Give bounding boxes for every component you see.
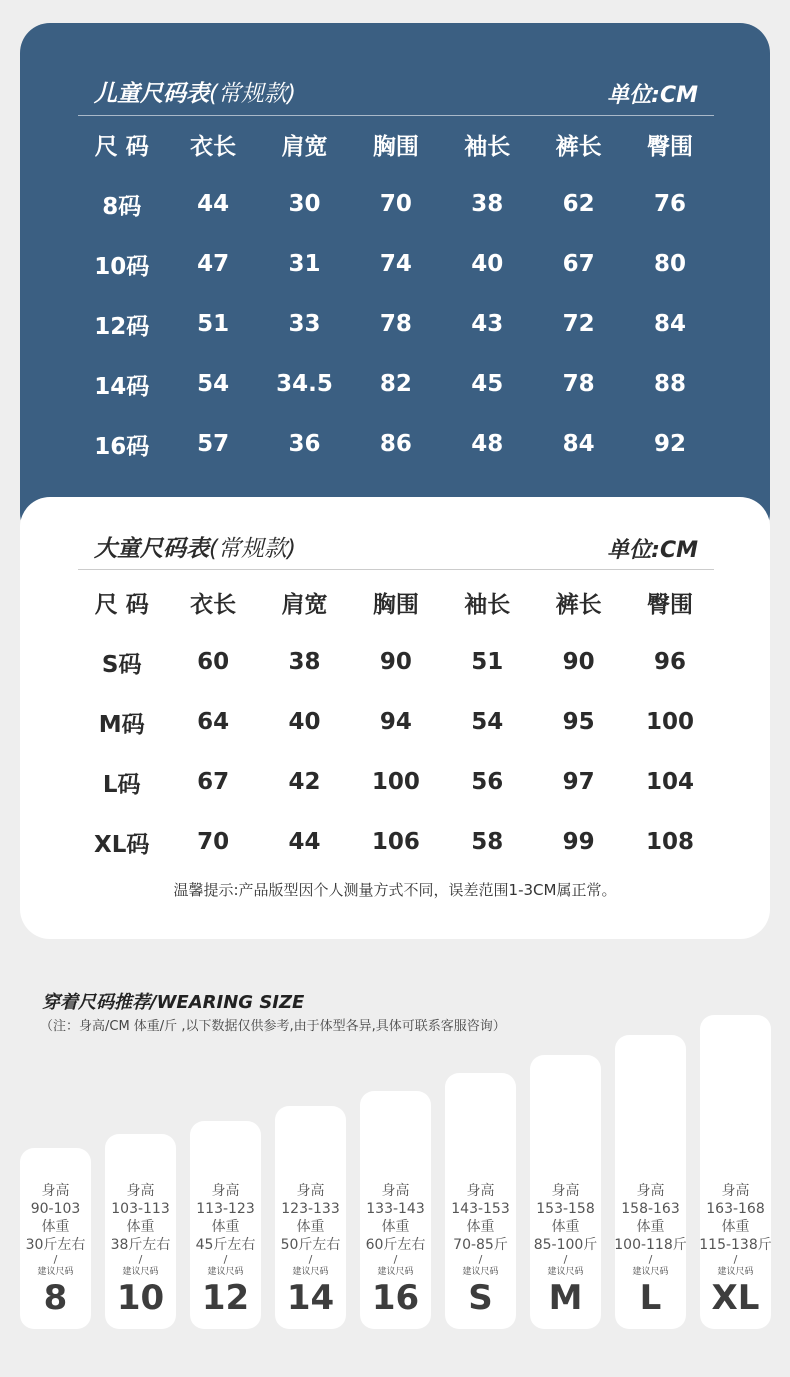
height-range: 113-123 (196, 1201, 255, 1217)
kids_table-cell: 70 (379, 191, 412, 217)
kids_table-cell: 44 (197, 191, 230, 217)
big_kids_table-header-cell: 肩宽 (281, 591, 328, 618)
height-label: 身高 (721, 1183, 750, 1199)
big_kids_table-cell: 97 (562, 769, 595, 795)
big_kids_table-row (76, 692, 716, 752)
recommended-size: 14 (286, 1278, 335, 1318)
big_kids_table-cell: 100 (646, 709, 695, 735)
kids_table-cell: 33 (288, 311, 321, 337)
height-range: 133-143 (366, 1201, 425, 1217)
size-card (20, 1148, 91, 1329)
big_kids_table-cell: 67 (197, 769, 230, 795)
measurement-note: 温馨提示:产品版型因个人测量方式不同，误差范围1-3CM属正常。 (173, 881, 617, 899)
kids_table-cell: 47 (197, 251, 230, 277)
big_kids_table-header-cell: 裤长 (555, 591, 602, 618)
kids_table-cell: 80 (654, 251, 687, 277)
big_kids_table-cell: 40 (288, 709, 321, 735)
separator: / (648, 1253, 653, 1266)
weight-range: 45斤左右 (195, 1237, 256, 1253)
kids_table-cell: 10码 (94, 253, 150, 280)
weight-label: 体重 (466, 1219, 495, 1235)
separator: / (138, 1253, 143, 1266)
size-card (105, 1134, 176, 1329)
kids_table-cell: 14码 (94, 373, 150, 400)
kids_table-cell: 76 (654, 191, 687, 217)
size-card (700, 1015, 771, 1329)
big_kids_table-cell: S码 (101, 651, 142, 678)
big_kids_table-cell: 64 (197, 709, 230, 735)
big_kids_table-cell: 60 (197, 649, 230, 675)
big_kids_table-cell: 94 (379, 709, 412, 735)
separator: / (308, 1253, 313, 1266)
kids_table-cell: 86 (379, 431, 412, 457)
weight-range: 60斤左右 (365, 1237, 426, 1253)
weight-range: 115-138斤 (699, 1237, 772, 1253)
kids-table-title: 儿童尺码表(常规款) (94, 81, 296, 107)
recommended-size: 16 (371, 1278, 420, 1318)
size-card (190, 1121, 261, 1329)
kids-table-unit: 单位:CM (607, 83, 698, 108)
kids_table-cell: 84 (654, 311, 687, 337)
kids_table-cell: 48 (471, 431, 504, 457)
kids_table-cell: 62 (562, 191, 595, 217)
weight-label: 体重 (41, 1219, 70, 1235)
big_kids_table-cell: 108 (646, 829, 695, 855)
big_kids_table-cell: 96 (654, 649, 687, 675)
big_kids_table-header-cell: 臀围 (647, 591, 694, 618)
big_kids_table-cell: 100 (371, 769, 420, 795)
big_kids_table-cell: 56 (471, 769, 504, 795)
big_kids_table-cell: 106 (371, 829, 420, 855)
height-label: 身高 (466, 1183, 495, 1199)
recommended-size-label: 建议尺码 (37, 1267, 74, 1277)
recommended-size-label: 建议尺码 (632, 1267, 669, 1277)
recommended-size: 10 (116, 1278, 165, 1318)
height-label: 身高 (551, 1183, 580, 1199)
recommended-size-label: 建议尺码 (462, 1267, 499, 1277)
kids_table-cell: 78 (379, 311, 412, 337)
big_kids_table-cell: 95 (562, 709, 595, 735)
kids_table-cell: 72 (562, 311, 595, 337)
height-label: 身高 (381, 1183, 410, 1199)
kids_table-cell: 16码 (94, 433, 150, 460)
big_kids_table-cell: 42 (288, 769, 321, 795)
kids_table-header-cell: 袖长 (464, 133, 511, 160)
height-label: 身高 (126, 1183, 155, 1199)
kids_table-cell: 36 (288, 431, 321, 457)
kids_table-cell: 8码 (102, 193, 142, 220)
size-card (615, 1035, 686, 1329)
kids_table-row (76, 234, 716, 294)
big_kids_table-cell: M码 (98, 711, 145, 738)
size-card (530, 1055, 601, 1329)
recommended-size: L (639, 1278, 662, 1318)
weight-label: 体重 (381, 1219, 410, 1235)
kids_table-cell: 31 (288, 251, 321, 277)
big_kids_table-header-cell: 袖长 (464, 591, 511, 618)
kids_table-cell: 78 (562, 371, 595, 397)
kids_table-cell: 40 (471, 251, 504, 277)
kids_table-cell: 38 (471, 191, 504, 217)
recommended-size-label: 建议尺码 (292, 1267, 329, 1277)
separator: / (733, 1253, 738, 1266)
weight-label: 体重 (721, 1219, 750, 1235)
big_kids_table-header-cell: 衣长 (190, 591, 237, 618)
kids-size-panel (20, 23, 770, 543)
big-kids-table-unit: 单位:CM (607, 538, 698, 563)
height-range: 153-158 (536, 1201, 595, 1217)
recommended-size: 8 (43, 1278, 68, 1318)
weight-range: 30斤左右 (25, 1237, 86, 1253)
kids_table-cell: 34.5 (276, 371, 333, 397)
big_kids_table-row (76, 632, 716, 692)
kids_table-row (76, 414, 716, 474)
weight-range: 38斤左右 (110, 1237, 171, 1253)
kids_table-cell: 12码 (94, 313, 150, 340)
recommended-size: S (468, 1278, 493, 1318)
kids_table-cell: 30 (288, 191, 321, 217)
recommended-size-label: 建议尺码 (207, 1267, 244, 1277)
height-label: 身高 (41, 1183, 70, 1199)
kids_table-cell: 74 (379, 251, 412, 277)
height-label: 身高 (636, 1183, 665, 1199)
recommended-size-label: 建议尺码 (717, 1267, 754, 1277)
height-range: 143-153 (451, 1201, 510, 1217)
big_kids_table-header-row (76, 572, 716, 632)
kids_table-cell: 51 (197, 311, 230, 337)
big-kids-size-table (76, 572, 716, 872)
wearing-size-title: 穿着尺码推荐/WEARING SIZE (42, 992, 305, 1013)
kids_table-header-cell: 臀围 (647, 133, 694, 160)
kids_table-cell: 43 (471, 311, 504, 337)
height-range: 90-103 (30, 1201, 81, 1217)
wearing-size-subtitle: （注：身高/CM 体重/斤 ,以下数据仅供参考,由于体型各异,具体可联系客服咨询） (40, 1019, 506, 1034)
weight-range: 50斤左右 (280, 1237, 341, 1253)
kids_table-row (76, 174, 716, 234)
recommended-size: XL (711, 1278, 760, 1318)
height-range: 163-168 (706, 1201, 765, 1217)
kids_table-row (76, 294, 716, 354)
weight-range: 100-118斤 (614, 1237, 687, 1253)
big_kids_table-cell: 90 (379, 649, 412, 675)
kids_table-cell: 88 (654, 371, 687, 397)
weight-label: 体重 (551, 1219, 580, 1235)
kids-size-table (76, 114, 716, 474)
height-label: 身高 (296, 1183, 325, 1199)
weight-range: 70-85斤 (453, 1237, 508, 1253)
recommended-size-label: 建议尺码 (122, 1267, 159, 1277)
big_kids_table-cell: 51 (471, 649, 504, 675)
kids_table-cell: 57 (197, 431, 230, 457)
height-label: 身高 (211, 1183, 240, 1199)
big_kids_table-cell: 38 (288, 649, 321, 675)
kids_table-cell: 45 (471, 371, 504, 397)
big_kids_table-header-cell: 胸围 (372, 591, 419, 618)
recommended-size-label: 建议尺码 (547, 1267, 584, 1277)
big-kids-table-title: 大童尺码表(常规款) (94, 536, 296, 562)
big_kids_table-header-cell: 尺 码 (94, 591, 149, 618)
kids_table-header-cell: 尺 码 (94, 133, 149, 160)
kids_table-header-cell: 肩宽 (281, 133, 328, 160)
size-card (275, 1106, 346, 1329)
separator: / (478, 1253, 483, 1266)
weight-range: 85-100斤 (533, 1237, 598, 1253)
size-card (360, 1091, 431, 1329)
height-range: 158-163 (621, 1201, 680, 1217)
big_kids_table-cell: 104 (646, 769, 695, 795)
height-range: 123-133 (281, 1201, 340, 1217)
separator: / (563, 1253, 568, 1266)
weight-label: 体重 (296, 1219, 325, 1235)
big_kids_table-cell: 58 (471, 829, 504, 855)
separator: / (393, 1253, 398, 1266)
big_kids_table-cell: L码 (102, 771, 141, 798)
kids_table-cell: 92 (654, 431, 687, 457)
height-range: 103-113 (111, 1201, 170, 1217)
big_kids_table-cell: 90 (562, 649, 595, 675)
big-kids-size-panel (20, 497, 770, 939)
kids_table-header-cell: 裤长 (555, 133, 602, 160)
kids_table-row (76, 354, 716, 414)
big_kids_table-row (76, 752, 716, 812)
kids_table-cell: 82 (379, 371, 412, 397)
kids_table-cell: 67 (562, 251, 595, 277)
separator: / (53, 1253, 58, 1266)
kids_table-header-cell: 胸围 (372, 133, 419, 160)
big_kids_table-row (76, 812, 716, 872)
recommended-size: 12 (201, 1278, 250, 1318)
big_kids_table-cell: 70 (197, 829, 230, 855)
size-card (445, 1073, 516, 1329)
kids_table-cell: 84 (562, 431, 595, 457)
weight-label: 体重 (211, 1219, 240, 1235)
recommended-size-label: 建议尺码 (377, 1267, 414, 1277)
kids_table-header-row (76, 114, 716, 174)
kids_table-header-cell: 衣长 (190, 133, 237, 160)
big_kids_table-cell: XL码 (94, 831, 150, 858)
big-kids-table-divider (78, 569, 714, 570)
recommended-size: M (548, 1278, 583, 1318)
big_kids_table-cell: 54 (471, 709, 504, 735)
big_kids_table-cell: 99 (562, 829, 595, 855)
weight-label: 体重 (636, 1219, 665, 1235)
kids_table-cell: 54 (197, 371, 230, 397)
big_kids_table-cell: 44 (288, 829, 321, 855)
separator: / (223, 1253, 228, 1266)
weight-label: 体重 (126, 1219, 155, 1235)
